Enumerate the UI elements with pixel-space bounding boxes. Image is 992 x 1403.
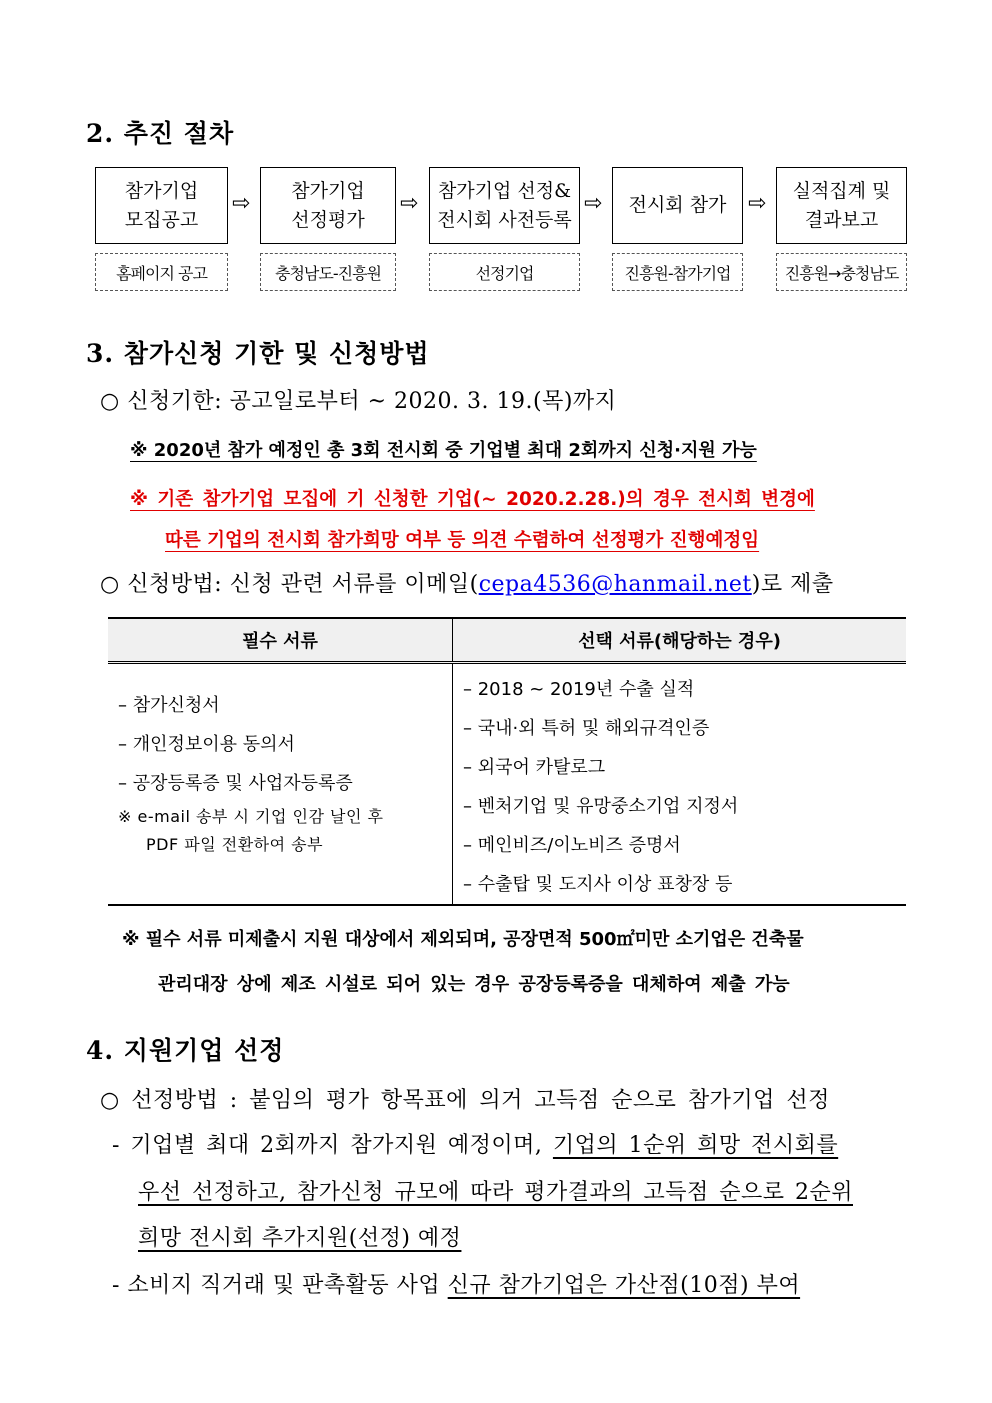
documents-table (108, 617, 906, 906)
process-step-5 (776, 167, 907, 244)
item2-line (112, 1268, 800, 1299)
method-suffix: )로 제출 (751, 572, 834, 597)
process-step-4 (612, 167, 743, 244)
deadline-line: ○ 신청기한: 공고일로부터 ~ 2020. 3. 19.(목)까지 (100, 389, 617, 414)
item1-underline-1: 기업의 1순위 희망 전시회를 (552, 1133, 839, 1158)
item1-line2: 우선 선정하고, 참가신청 규모에 따라 평가결과의 고득점 순으로 2순위 (138, 1180, 853, 1205)
step-actor-4: 진흥원-참가기업 (612, 253, 743, 291)
item2-underline: 신규 참가기업은 가산점(10점) 부여 (447, 1273, 801, 1298)
note-required-1: ※ 필수 서류 미제출시 지원 대상에서 제외되며, 공장면적 500㎡미만 소기업은 건축물 (122, 929, 804, 950)
list-item: – 국내·외 특허 및 해외규격인증 (463, 718, 710, 739)
section4-title: 4. 지원기업 선정 (86, 1036, 285, 1065)
list-item: – 2018 ~ 2019년 수출 실적 (463, 679, 695, 700)
process-step-1 (95, 167, 228, 244)
method-prefix: ○ 신청방법: 신청 관련 서류를 이메일( (100, 572, 479, 597)
selection-method: ○ 선정방법 : 붙임의 평가 항목표에 의거 고득점 순으로 참가기업 선정 (100, 1088, 830, 1113)
list-item: – 공장등록증 및 사업자등록증 (118, 773, 353, 794)
section2-title: 2. 추진 절차 (86, 119, 235, 148)
note-existing-applicants-1: ※ 기존 참가기업 모집에 기 신청한 기업(~ 2020.2.28.)의 경우 전시회 변경에 (130, 489, 815, 510)
item1-line3: 희망 전시회 추가지원(선정) 예정 (138, 1226, 462, 1251)
list-item: – 개인정보이용 동의서 (118, 734, 295, 755)
step-actor-5: 진흥원→충청남도 (776, 253, 907, 291)
header-optional: 선택 서류(해당하는 경우) (453, 618, 907, 663)
step-label: 참가기업 선정& 전시회 사전등록 (437, 179, 572, 231)
item2-prefix: - 소비지 직거래 및 판촉활동 사업 (112, 1273, 448, 1298)
section3-title: 3. 참가신청 기한 및 신청방법 (86, 339, 430, 368)
note-required-2: 관리대장 상에 제조 시설로 되어 있는 경우 공장등록증을 대체하여 제출 가능 (158, 974, 790, 995)
arrow-right-icon: ⇨ (584, 191, 603, 216)
email-link[interactable]: cepa4536@hanmail.net (478, 572, 752, 597)
item1-line1 (112, 1128, 838, 1159)
arrow-right-icon: ⇨ (232, 191, 251, 216)
process-step-3 (429, 167, 580, 244)
header-required: 필수 서류 (108, 618, 453, 663)
list-item: – 수출탑 및 도지사 이상 표창장 등 (463, 874, 733, 895)
list-item: – 참가신청서 (118, 695, 220, 716)
step-label: 참가기업 선정평가 (291, 179, 365, 231)
arrow-right-icon: ⇨ (400, 191, 419, 216)
note-existing-applicants-2: 따른 기업의 전시회 참가희망 여부 등 의견 수렴하여 선정평가 진행예정임 (165, 530, 760, 551)
list-item: – 외국어 카탈로그 (463, 757, 606, 778)
note-max-two: ※ 2020년 참가 예정인 총 3회 전시회 중 기업별 최대 2회까지 신청·지원 가능 (130, 440, 757, 461)
arrow-right-icon: ⇨ (748, 191, 767, 216)
step-label: 전시회 참가 (628, 194, 727, 216)
optional-docs-cell (453, 663, 907, 906)
step-label: 참가기업 모집공고 (124, 179, 199, 231)
step-actor-3: 선정기업 (429, 253, 580, 291)
step-actor-2: 충청남도-진흥원 (260, 253, 396, 291)
required-docs-cell (108, 663, 453, 906)
list-item: – 메인비즈/이노비즈 증명서 (463, 835, 681, 856)
method-line (100, 567, 834, 598)
email-note-2: PDF 파일 전환하여 송부 (146, 835, 324, 854)
list-item: – 벤처기업 및 유망중소기업 지정서 (463, 796, 739, 817)
step-actor-1: 홈페이지 공고 (95, 253, 228, 291)
step-label: 실적집계 및 결과보고 (792, 179, 891, 231)
process-step-2 (260, 167, 396, 244)
item1-prefix: - 기업별 최대 2회까지 참가지원 예정이며, (112, 1133, 553, 1158)
email-note-1: ※ e-mail 송부 시 기업 인감 날인 후 (118, 807, 384, 826)
